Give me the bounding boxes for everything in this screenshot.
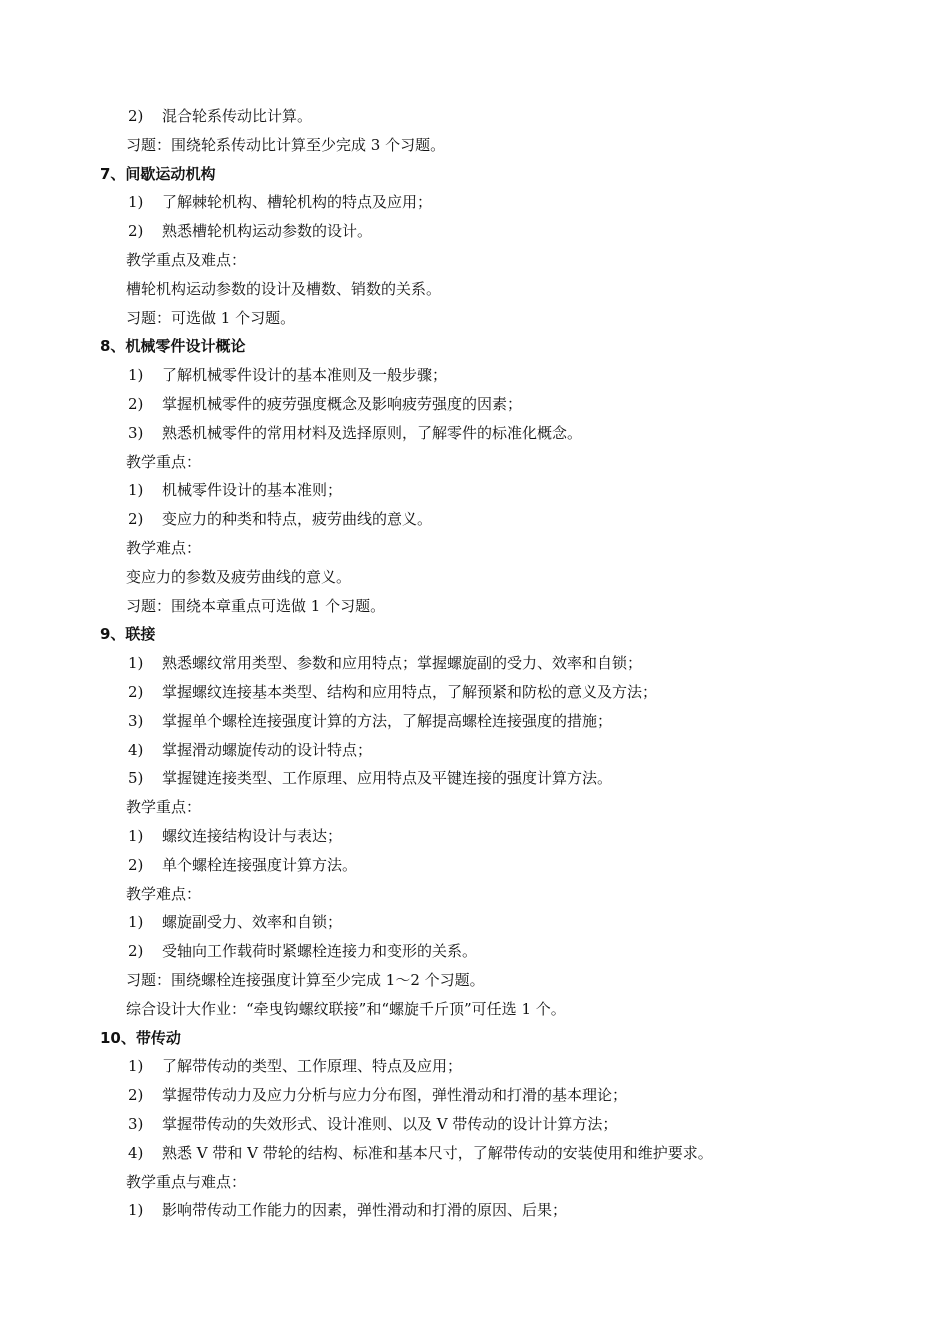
list-item-text: 熟悉 V 带和 V 带轮的结构、标准和基本尺寸，了解带传动的安装使用和维护要求。 — [162, 1143, 713, 1162]
list-item-text: 掌握带传动的失效形式、设计准则、以及 V 带传动的设计计算方法； — [162, 1115, 618, 1133]
list-item-text: 掌握螺纹连接基本类型、结构和应用特点，了解预紧和防松的意义及方法； — [162, 683, 658, 701]
list-item-text: 掌握机械零件的疲劳强度概念及影响疲劳强度的因素； — [162, 395, 523, 413]
list-item-number: 2) — [128, 222, 144, 241]
list-item-number: 1) — [128, 481, 144, 500]
list-item-text: 熟悉槽轮机构运动参数的设计。 — [162, 222, 373, 241]
list-item-text: 掌握带传动力及应力分析与应力分布图，弹性滑动和打滑的基本理论； — [162, 1086, 628, 1105]
list-item-number: 1) — [128, 366, 144, 385]
list-item-number: 1) — [128, 827, 144, 845]
section-heading: 8、机械零件设计概论 — [100, 337, 246, 356]
list-item-number: 2) — [128, 395, 144, 413]
list-item-text: 单个螺栓连接强度计算方法。 — [162, 855, 358, 874]
list-item-number: 2) — [128, 855, 144, 874]
list-item-text: 了解机械零件设计的基本准则及一般步骤； — [162, 366, 448, 385]
section-heading: 7、间歇运动机构 — [100, 164, 216, 183]
list-item-number: 1) — [128, 1057, 144, 1076]
paragraph: 变应力的参数及疲劳曲线的意义。 — [126, 567, 352, 586]
paragraph: 综合设计大作业：“牵曳钩螺纹联接”和“螺旋千斤顶”可任选 1 个。 — [126, 999, 566, 1018]
section-heading: 9、联接 — [100, 625, 156, 644]
list-item-text: 螺纹连接结构设计与表达； — [162, 827, 343, 845]
list-item-number: 3) — [128, 423, 144, 442]
list-item-text: 熟悉机械零件的常用材料及选择原则，了解零件的标准化概念。 — [162, 423, 583, 442]
paragraph: 教学重点： — [126, 798, 202, 817]
list-item-text: 螺旋副受力、效率和自锁； — [162, 913, 343, 932]
section-heading: 10、带传动 — [100, 1028, 181, 1047]
list-item-text: 影响带传动工作能力的因素，弹性滑动和打滑的原因、后果； — [162, 1201, 568, 1220]
list-item-number: 3) — [128, 711, 144, 730]
list-item-number: 2) — [128, 942, 144, 961]
paragraph: 习题：围绕本章重点可选做 1 个习题。 — [126, 596, 386, 615]
list-item-number: 5) — [128, 769, 144, 788]
paragraph: 教学重点及难点： — [126, 251, 247, 269]
list-item-number: 2) — [128, 683, 144, 701]
list-item-text: 混合轮系传动比计算。 — [162, 107, 313, 125]
paragraph: 教学难点： — [126, 539, 202, 557]
list-item-text: 机械零件设计的基本准则； — [162, 481, 343, 500]
list-item-number: 3) — [128, 1115, 144, 1133]
list-item-number: 4) — [128, 740, 144, 759]
paragraph: 教学重点： — [126, 452, 202, 471]
list-item-number: 4) — [128, 1143, 144, 1162]
list-item-text: 掌握单个螺栓连接强度计算的方法，了解提高螺栓连接强度的措施； — [162, 711, 613, 730]
list-item-text: 了解带传动的类型、工作原理、特点及应用； — [162, 1057, 463, 1076]
list-item-text: 掌握键连接类型、工作原理、应用特点及平键连接的强度计算方法。 — [162, 769, 613, 788]
list-item-number: 1) — [128, 654, 144, 673]
list-item-text: 受轴向工作载荷时紧螺栓连接力和变形的关系。 — [162, 942, 478, 961]
paragraph: 习题：围绕轮系传动比计算至少完成 3 个习题。 — [126, 135, 446, 154]
paragraph: 槽轮机构运动参数的设计及槽数、销数的关系。 — [126, 279, 442, 298]
list-item-text: 熟悉螺纹常用类型、参数和应用特点；掌握螺旋副的受力、效率和自锁； — [162, 654, 643, 673]
paragraph: 教学重点与难点： — [126, 1172, 247, 1191]
list-item-text: 了解棘轮机构、槽轮机构的特点及应用； — [162, 193, 433, 212]
list-item-number: 1) — [128, 1201, 144, 1220]
list-item-number: 2) — [128, 107, 144, 125]
paragraph: 习题：围绕螺栓连接强度计算至少完成 1～2 个习题。 — [126, 971, 485, 989]
list-item-number: 2) — [128, 510, 144, 529]
paragraph: 习题：可选做 1 个习题。 — [126, 308, 296, 327]
list-item-number: 1) — [128, 913, 144, 932]
list-item-text: 掌握滑动螺旋传动的设计特点； — [162, 740, 373, 759]
list-item-number: 1) — [128, 193, 144, 212]
list-item-text: 变应力的种类和特点，疲劳曲线的意义。 — [162, 510, 433, 529]
paragraph: 教学难点： — [126, 884, 202, 903]
list-item-number: 2) — [128, 1086, 144, 1105]
